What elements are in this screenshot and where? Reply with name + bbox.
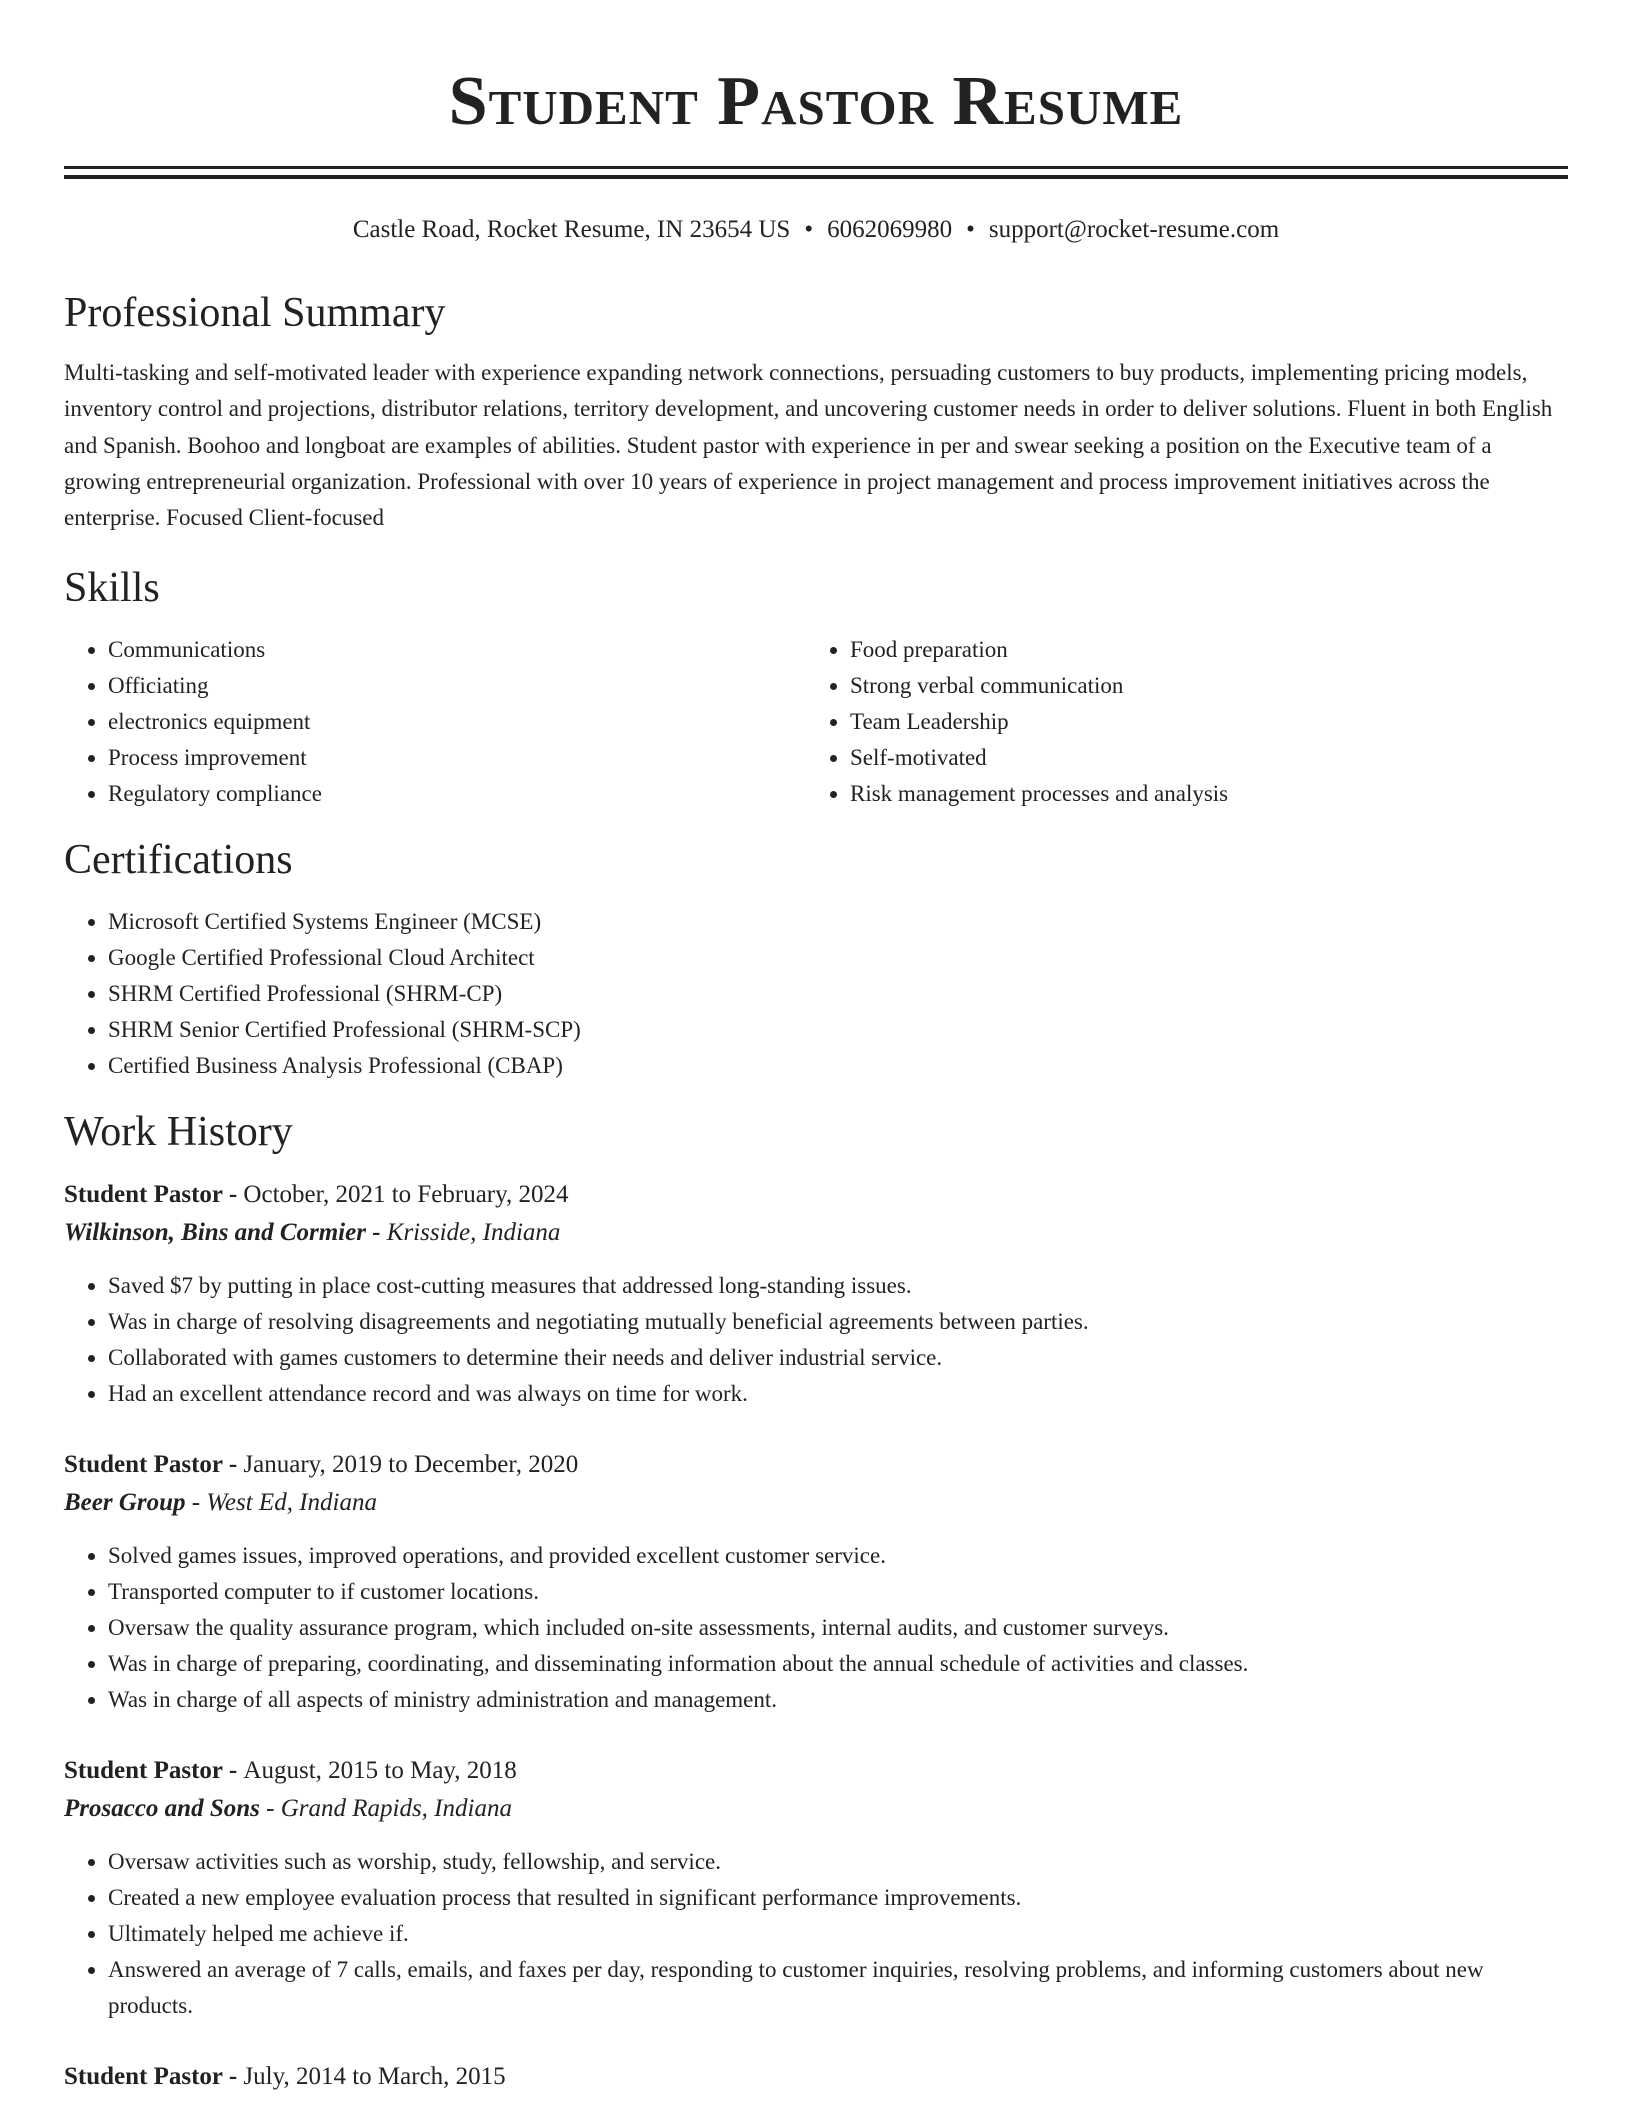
job-company: Wilkinson, Bins and Cormier	[64, 1219, 366, 1247]
skill-item: • Strong verbal communication	[850, 668, 1548, 704]
job-bullets	[64, 1268, 1568, 1412]
job-bullet: • Was in charge of resolving disagreements and negotiating mutually beneficial agreements between parties.	[108, 1304, 1568, 1340]
job-company: Prosacco and Sons	[64, 1795, 260, 1823]
contact-separator: •	[966, 216, 975, 243]
job-bullet: • Transported computer to if customer locations.	[108, 1574, 1568, 1610]
job-title-line: Student Pastor - August, 2015 to May, 2018	[64, 1757, 517, 1785]
job-dates: January, 2019 to December, 2020	[243, 1451, 579, 1479]
job-bullet: • Created a new employee evaluation process that resulted in significant performance improvements.	[108, 1880, 1568, 1916]
job-location: Krisside, Indiana	[386, 1219, 561, 1247]
job-title-line: Student Pastor - January, 2019 to December, 2020	[64, 1451, 579, 1479]
skills-column-left	[64, 632, 806, 812]
job-title: Student Pastor	[64, 2063, 223, 2091]
job-bullet: • Solved games issues, improved operations, and provided excellent customer service.	[108, 1538, 1568, 1574]
certification-item: • SHRM Certified Professional (SHRM-CP)	[108, 976, 1568, 1012]
skill-item: • electronics equipment	[108, 704, 806, 740]
skills-list-left	[64, 632, 806, 812]
job-title: Student Pastor	[64, 1451, 223, 1479]
job-title: Student Pastor	[64, 1181, 223, 1209]
certification-item: • Certified Business Analysis Professional (CBAP)	[108, 1048, 1568, 1084]
job-company-line: Prosacco and Sons - Grand Rapids, Indiana	[64, 1795, 512, 1823]
contact-address: Castle Road, Rocket Resume, IN 23654 US	[352, 216, 791, 243]
contact-phone: 6062069980	[827, 216, 953, 243]
work-history-heading: Work History	[64, 1109, 293, 1156]
job-entry	[64, 2058, 1568, 2096]
job-dates: August, 2015 to May, 2018	[243, 1757, 517, 1785]
job-location: Grand Rapids, Indiana	[280, 1795, 512, 1823]
job-bullet: • Was in charge of all aspects of ministry administration and management.	[108, 1682, 1568, 1718]
title-rule-bottom	[64, 175, 1568, 179]
job-title: Student Pastor	[64, 1757, 223, 1785]
contact-line	[64, 213, 1568, 247]
skill-item: • Regulatory compliance	[108, 776, 806, 812]
certification-item: • Microsoft Certified Systems Engineer (MCSE)	[108, 904, 1568, 940]
certification-item: • Google Certified Professional Cloud Architect	[108, 940, 1568, 976]
skill-item: • Food preparation	[850, 632, 1548, 668]
job-location: West Ed, Indiana	[206, 1489, 377, 1517]
job-bullet: • Saved $7 by putting in place cost-cutting measures that addressed long-standing issues.	[108, 1268, 1568, 1304]
job-company-line: Beer Group - West Ed, Indiana	[64, 1489, 377, 1517]
job-bullets	[64, 1844, 1568, 2024]
skill-item: • Officiating	[108, 668, 806, 704]
certifications-heading: Certifications	[64, 837, 293, 884]
job-bullet: • Was in charge of preparing, coordinating, and disseminating information about the annual schedule of activities and classes.	[108, 1646, 1568, 1682]
job-dates: July, 2014 to March, 2015	[243, 2063, 506, 2091]
contact-email: support@rocket-resume.com	[988, 216, 1280, 243]
job-bullet: • Answered an average of 7 calls, emails, and faxes per day, responding to customer inquiries, resolving problems, and informing customers about new products.	[108, 1952, 1568, 2024]
job-title-line: Student Pastor - October, 2021 to February, 2024	[64, 1181, 569, 1209]
summary-text: Multi-tasking and self-motivated leader with experience expanding network connections, persuading customers to buy products, implementing pricing models, inventory control and projections, distributor relations, territory development, and uncovering customer needs in order to deliver solutions. Fluent in both English and Spanish. Boohoo and longboat are examples of abilities. Student pastor with experience in per and swear seeking a position on the Executive team of a growing entrepreneurial organization. Professional with over 10 years of experience in project management and process improvement initiatives across the enterprise. Focused Client-focused	[64, 360, 1553, 531]
skill-item: • Team Leadership	[850, 704, 1548, 740]
job-bullets	[64, 1538, 1568, 1718]
contact-separator: •	[804, 216, 814, 243]
skills-heading: Skills	[64, 565, 160, 612]
job-title-line: Student Pastor - July, 2014 to March, 2015	[64, 2063, 506, 2091]
job-entry	[64, 1446, 1568, 1718]
job-company: Beer Group	[64, 1489, 186, 1517]
job-bullet: • Oversaw the quality assurance program, which included on-site assessments, internal audits, and customer surveys.	[108, 1610, 1568, 1646]
skill-item: • Risk management processes and analysis	[850, 776, 1548, 812]
skill-item: • Communications	[108, 632, 806, 668]
resume-page	[64, 0, 1568, 2096]
skill-item: • Self-motivated	[850, 740, 1548, 776]
summary-heading: Professional Summary	[64, 290, 446, 336]
job-dates: October, 2021 to February, 2024	[243, 1181, 569, 1209]
skills-column-right	[806, 632, 1548, 812]
certification-item: • SHRM Senior Certified Professional (SHRM-SCP)	[108, 1012, 1568, 1048]
job-entry	[64, 1176, 1568, 1412]
resume-title: Student Pastor Resume	[448, 63, 1184, 140]
skills-grid	[64, 632, 1568, 812]
job-bullet: • Ultimately helped me achieve if.	[108, 1916, 1568, 1952]
job-company-line: Wilkinson, Bins and Cormier - Krisside, Indiana	[64, 1219, 561, 1247]
title-rule-top	[64, 166, 1568, 169]
job-entry	[64, 1752, 1568, 2024]
job-bullet: • Collaborated with games customers to determine their needs and deliver industrial service.	[108, 1340, 1568, 1376]
job-bullet: • Oversaw activities such as worship, study, fellowship, and service.	[108, 1844, 1568, 1880]
certifications-list	[64, 904, 1568, 1084]
skills-list-right	[806, 632, 1548, 812]
job-bullet: • Had an excellent attendance record and was always on time for work.	[108, 1376, 1568, 1412]
skill-item: • Process improvement	[108, 740, 806, 776]
